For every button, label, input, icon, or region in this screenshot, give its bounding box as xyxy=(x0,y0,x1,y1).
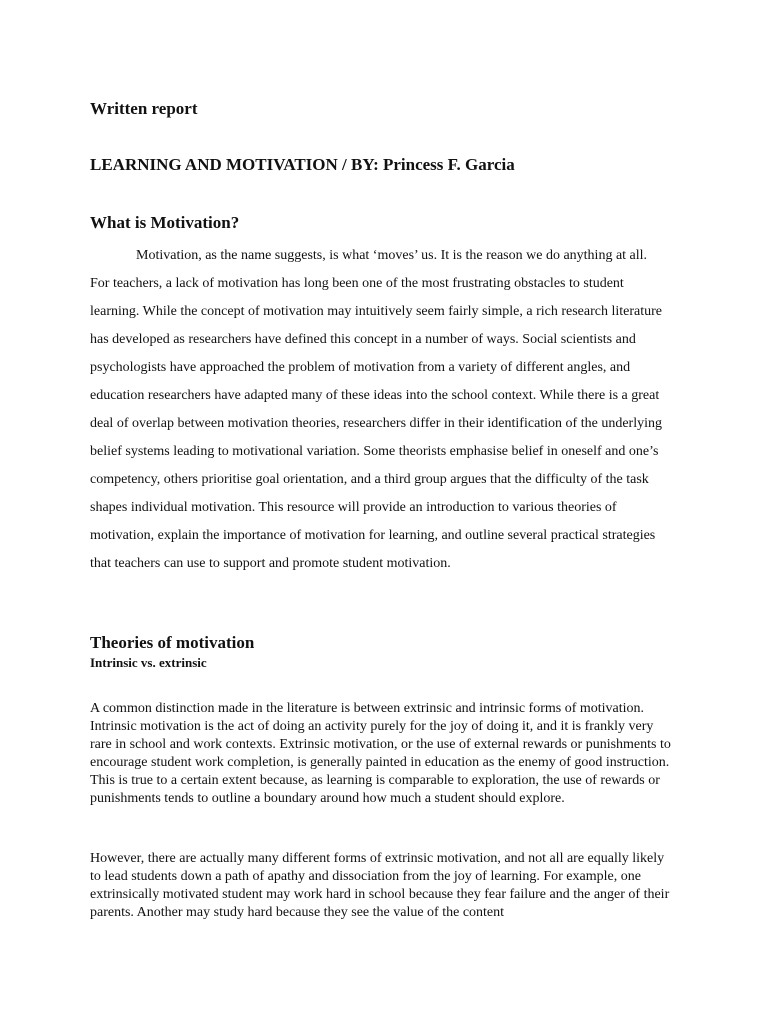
paragraph-extrinsic-forms: However, there are actually many different forms of extrinsic motivation, and not all are equally likely to lead students down a path of apathy and dissociation from the joy of learning. For example, one extrinsically motivated student may work hard in school because they fear failure and the anger of their parents. Another may study hard because they see the value of the content xyxy=(90,851,670,920)
document-label: Written report xyxy=(90,99,198,118)
document-title: LEARNING AND MOTIVATION / BY: Princess F. Garcia xyxy=(90,155,515,174)
section-heading-theories-of-motivation: Theories of motivation xyxy=(90,633,255,652)
paragraph-intrinsic-extrinsic: A common distinction made in the literature is between extrinsic and intrinsic forms of motivation. Intrinsic motivation is the act of doing an activity purely for the joy of doing it, and it is frankly very rare in school and work contexts. Extrinsic motivation, or the use of external rewards or punishments to encourage student work completion, is generally painted in education as the enemy of good instruction. This is true to a certain extent because, as learning is comparable to exploration, the use of rewards or punishments tends to outline a boundary around how much a student should explore. xyxy=(90,701,671,806)
section-heading-what-is-motivation: What is Motivation? xyxy=(90,213,240,232)
paragraph-motivation-definition: Motivation, as the name suggests, is what ‘moves’ us. It is the reason we do anything at all. For teachers, a lack of motivation has long been one of the most frustrating obstacles to student learning. While the concept of motivation may intuitively seem fairly simple, a rich research literature has developed as researchers have defined this concept in a number of ways. Social scientists and psychologists have approached the problem of motivation from a variety of different angles, and education researchers have adapted many of these ideas into the school context. While there is a great deal of overlap between motivation theories, researchers differ in their identification of the underlying belief systems leading to motivational variation. Some theorists emphasise belief in oneself and one’s competency, others prioritise goal orientation, and a third group argues that the difficulty of the task shapes individual motivation. This resource will provide an introduction to various theories of motivation, explain the importance of motivation for learning, and outline several practical strategies that teachers can use to support and promote student motivation. xyxy=(90,248,662,571)
subheading-intrinsic-vs-extrinsic: Intrinsic vs. extrinsic xyxy=(90,655,207,670)
